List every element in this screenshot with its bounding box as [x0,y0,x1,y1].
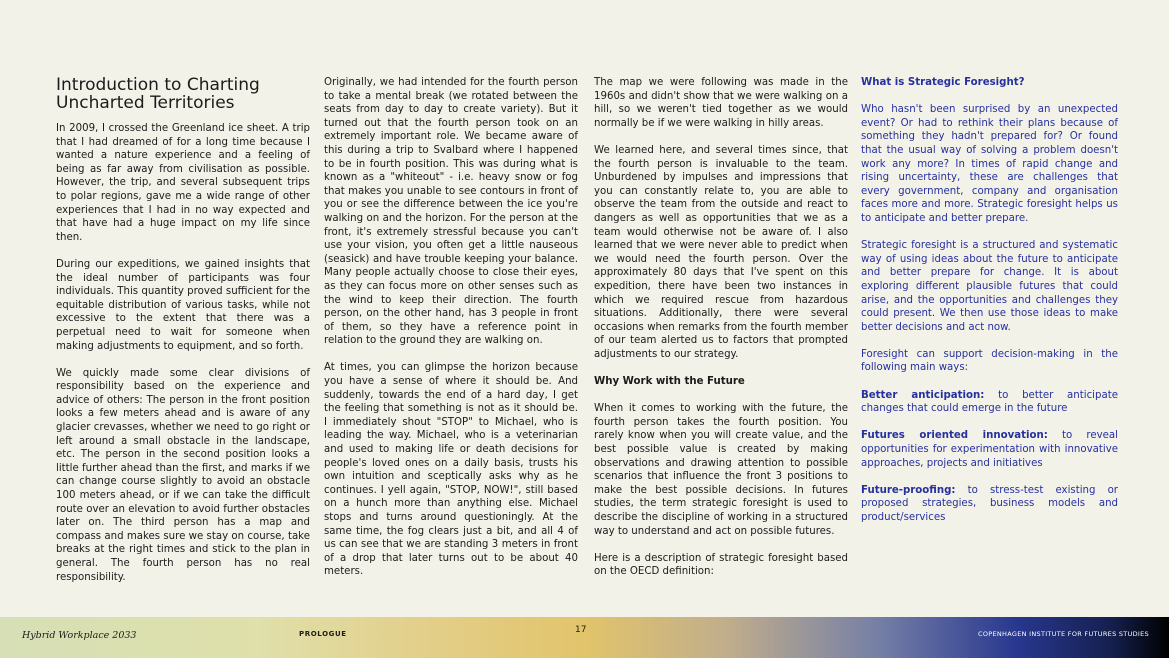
paragraph: Originally, we had intended for the fourth person to take a mental break (we rotated between the seats from day to day to create variety). But it turned out that the fourth person took on an extremely important role. We became aware of this during a trip to Svalbard where I happened to be in fourth position. This was during what is known as a "whiteout" - i.e. heavy snow or fog that makes you unable to see contours in front of you or see the difference between the ice you're walking on and the horizon. For the person at the front, it's extremely stressful because you can't use your vision, you often get a little nauseous (seasick) and have trouble keeping your balance. Many people actually choose to close their eyes, as they can focus more on other senses such as the wind to keep their direction. The fourth person, on the other hand, has 3 people in front of them, so they have a reference point in relation to the ground they are walking on. [324,77,578,347]
list-item [861,429,1118,470]
paragraph: In 2009, I crossed the Greenland ice sheet. A trip that I had dreamed of for a long time because I wanted a nature experience and a feeling of being as far away from civilisation as possible. However, the trip, and several subsequent trips to polar regions, gave me a wide range of other experiences that I had in no way expected and that have had a huge impact on my life since then. [56,123,310,243]
section-label: PROLOGUE [299,630,347,638]
paragraph: We learned here, and several times since, that the fourth person is invaluable to the team. Unburdened by impulses and impressions that you can constantly relate to, you are able to observe the team from the outside and react to dangers as well as opportunities that we as a team would otherwise not be aware of. I also learned that we were never able to predict when we would need the fourth person. Over the approximately 80 days that I've spent on this expedition, there have been two instances in which we required rescue from hazardous situations. Additionally, there were several occasions when remarks from the fourth member of our team alerted us to factors that prompted adjustments to our strategy. [594,144,848,360]
paragraph: Who hasn't been surprised by an unexpected event? Or had to rethink their plans because of something they hadn't prepared for? Or found that the usual way of solving a problem doesn't work any more? In times of rapid change and rising uncertainty, these are challenges that every government, company and organisation faces more and more. Strategic foresight helps us to anticipate and better prepare. [861,104,1118,224]
page-footer [0,617,1169,658]
paragraph: We quickly made some clear divisions of responsibility based on the experience and advice of others: The person in the front position looks a few meters ahead and is aware of any glacier crevasses, whether we need to go right or left around a small obstacle in the landscape, etc. The person in the second position looks a little further ahead than the first, and marks if we can change course slightly to avoid an obstacle 100 meters ahead, or if we can take the difficult route over an elevation to avoid further obstacles later on. The third person has a map and compass and makes sure we stay on course, take breaks at the right times and stick to the plan in general. The fourth person has no real responsibility. [56,367,310,583]
page-number: 17 [575,625,587,635]
paragraph: When it comes to working with the future, the fourth person takes the fourth position. You rarely know when you will create value, and the best possible value is created by making observations and drawing attention to possible scenarios that influence the front 3 positions to make the best possible decisions. In futures studies, the term strategic foresight is used to describe the discipline of working in a structured way to understand and act on possible futures. [594,403,848,537]
section-heading: What is Strategic Foresight? [861,77,1025,88]
list-item [861,389,1118,416]
column-2 [324,76,578,593]
column-1 [56,76,310,598]
paragraph: Strategic foresight is a structured and systematic way of using ideas about the future to anticipate and better prepare for change. It is about exploring different plausible futures that could arise, and the opportunities and challenges they could present. We then use those ideas to make better decisions and act now. [861,240,1118,333]
paragraph: Here is a description of strategic foresight based on the OECD definition: [594,552,848,578]
list-item-text: to better anticipate changes that could emerge in the future [861,389,1118,415]
list-item-term: Futures oriented innovation: [861,430,1048,442]
list-item-term: Future-proofing: [861,484,956,496]
section-heading: Why Work with the Future [594,376,745,388]
list-item-term: Better anticipation: [861,389,985,401]
list-item-text: to reveal opportunities for experimentation with innovative approaches, projects and initiatives [861,430,1118,469]
column-4-foresight-box [861,76,1118,538]
article-title: Introduction to Charting Uncharted Territories [56,75,260,113]
paragraph: Foresight can support decision-making in the following main ways: [861,348,1118,374]
paragraph: At times, you can glimpse the horizon because you have a sense of where it should be. And suddenly, towards the end of a hard day, I get the feeling that something is not as it should be. I immediately shout "STOP" to Michael, who is leading the way. Michael, who is a veterinarian and used to making life or death decisions for people's loved ones on a daily basis, trusts his own intuition and sceptically asks why as he continues. I yell again, "STOP, NOW!", still based on a hunch more than anything else. Michael stops and turns around questioningly. At the same time, the fog clears just a bit, and all 4 of us can see that we are standing 3 meters in front of a drop that later turns out to be about 40 meters. [324,362,578,578]
list-item [861,484,1118,525]
paragraph: During our expeditions, we gained insights that the ideal number of participants was four individuals. This quantity proved sufficient for the equitable distribution of various tasks, while not excessive to the extent that there was a perpetual need to wait for someone when making adjustments to equipment, and so forth. [56,258,310,352]
list-item-text: to stress-test existing or proposed strategies, business models and product/services [861,484,1118,523]
organisation-name: COPENHAGEN INSTITUTE FOR FUTURES STUDIES [978,630,1149,638]
column-3 [594,76,848,593]
paragraph: The map we were following was made in the 1960s and didn't show that we were walking on a hill, so we weren't tied together as we would normally be if we were walking in hilly areas. [594,77,848,129]
publication-title: Hybrid Workplace 2033 [22,630,137,641]
